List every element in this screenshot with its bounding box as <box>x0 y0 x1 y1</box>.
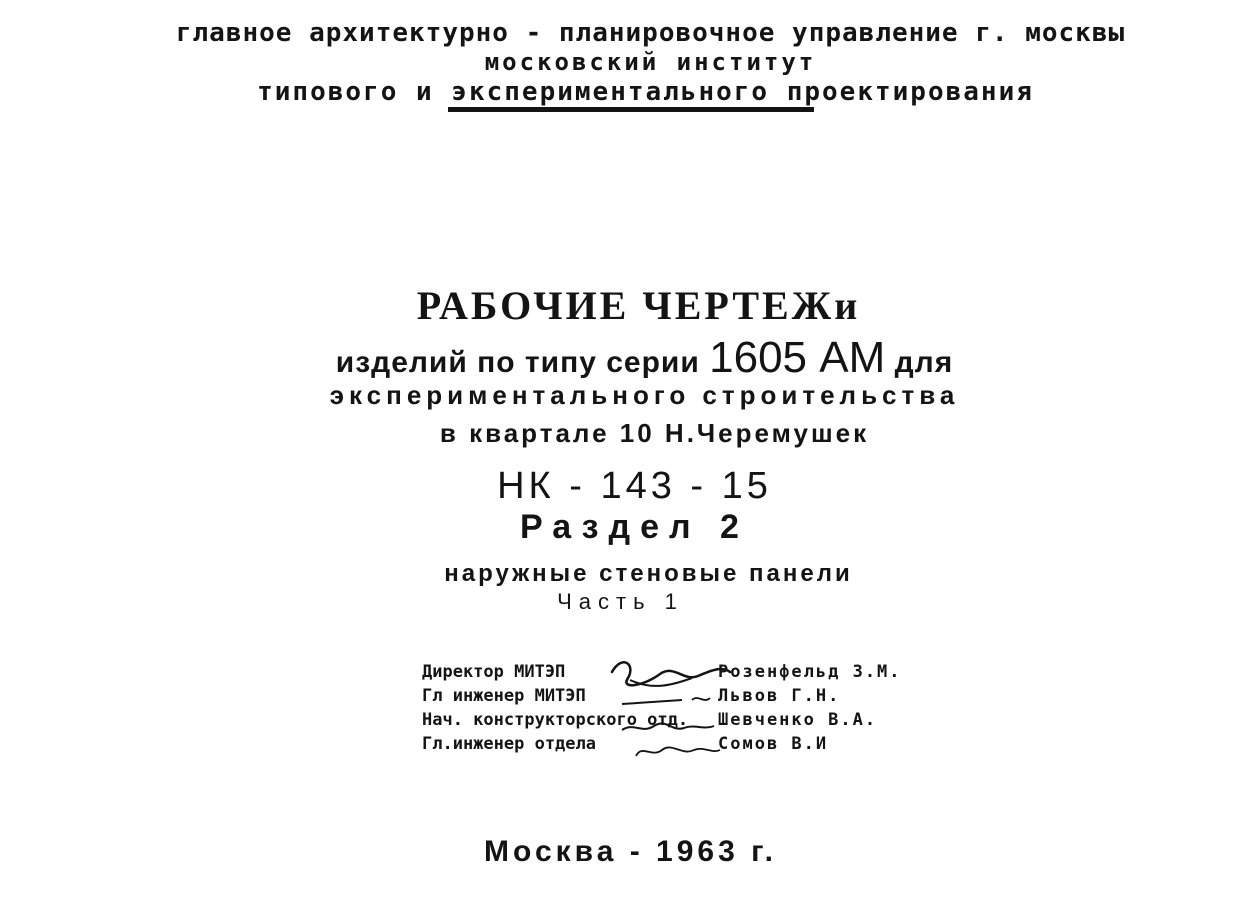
location-line: в квартале 10 Н.Черемушек <box>439 418 870 448</box>
header-institute-purpose: типового и экспериментального проектирования <box>257 77 1034 107</box>
signature-name: Розенфельд З.М. <box>718 662 902 682</box>
signature-block <box>422 660 942 756</box>
document-code: НК - 143 - 15 <box>497 465 772 507</box>
signature-row <box>422 708 942 732</box>
signature-role: Гл.инженер отдела <box>422 734 596 754</box>
signature-name: Львов Г.Н. <box>718 686 841 706</box>
signature-name: Сомов В.И <box>718 734 829 754</box>
signature-row <box>422 660 942 684</box>
series-suffix: для <box>894 346 954 379</box>
series-number: 1605 АМ <box>709 333 886 382</box>
series-line <box>24 333 1241 383</box>
signature-row <box>422 732 942 756</box>
header-institute: московский институт <box>484 48 817 76</box>
signature-role: Нач. конструкторского отд. <box>422 710 689 730</box>
signature-role: Директор МИТЭП <box>422 662 566 682</box>
signature-row <box>422 684 942 708</box>
part-label: Часть 1 <box>557 589 684 614</box>
series-prefix: изделий по типу серии <box>335 346 700 379</box>
city-year-footer: Москва - 1963 г. <box>484 835 777 868</box>
signature-role: Гл инженер МИТЭП <box>422 686 586 706</box>
section-label: Раздел 2 <box>520 508 749 546</box>
header-underline <box>448 107 814 112</box>
signature-name: Шевченко В.А. <box>718 710 878 730</box>
subject-line: наружные стеновые панели <box>444 560 853 587</box>
document-title: РАБОЧИЕ ЧЕРТЕЖи <box>416 283 861 328</box>
header-organization: главное архитектурно - планировочное управление г. москвы <box>175 18 1126 48</box>
purpose-line: экспериментального строительства <box>329 380 960 410</box>
